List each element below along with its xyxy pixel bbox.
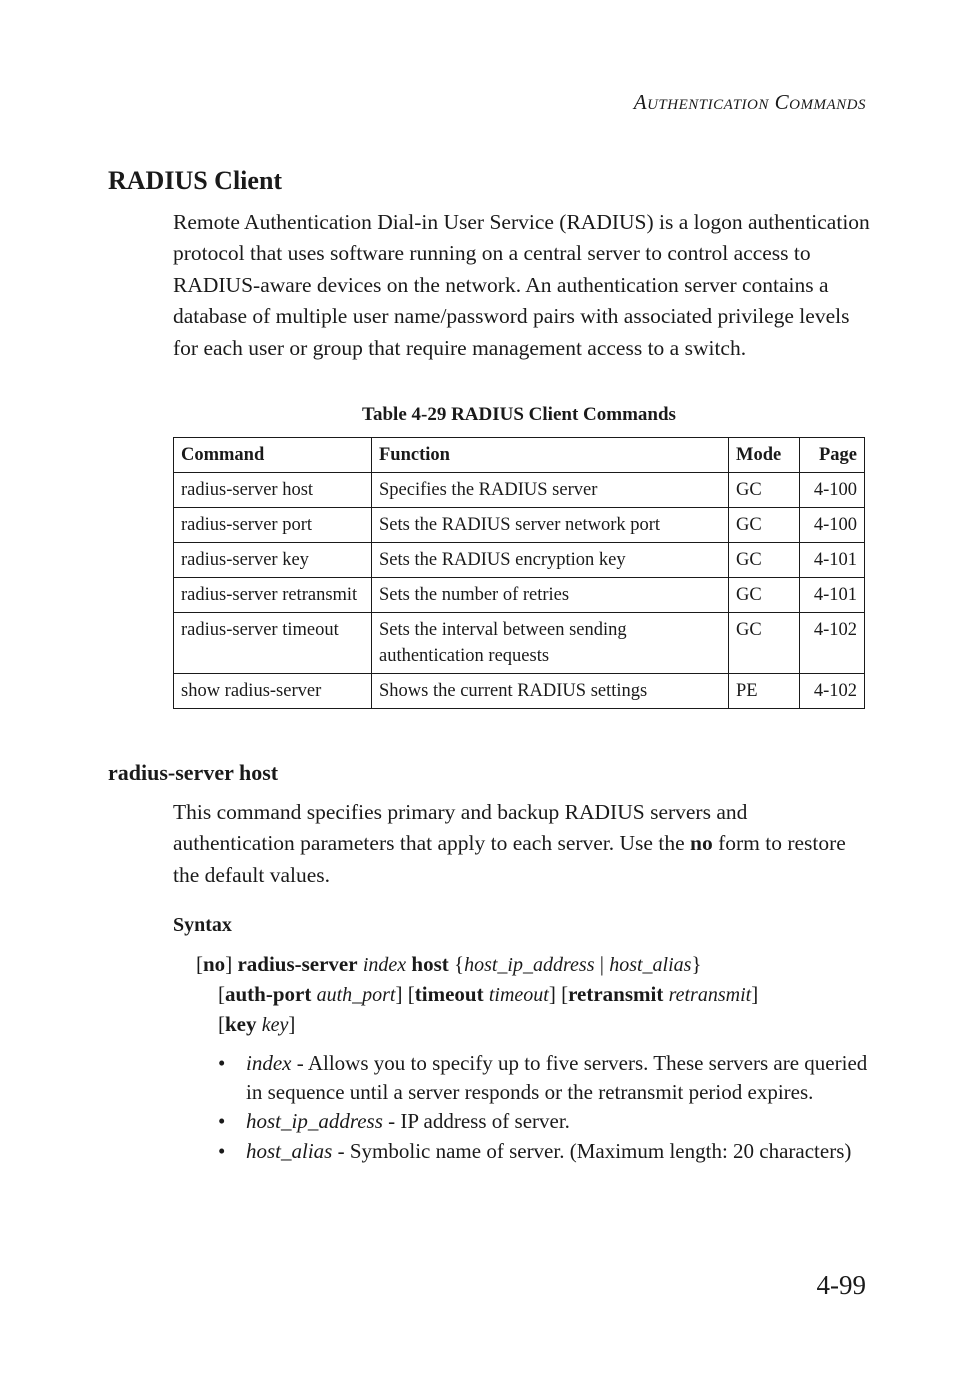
cell-command: radius-server key <box>174 543 372 578</box>
running-header <box>634 90 866 115</box>
cell-mode: PE <box>729 674 800 709</box>
list-item <box>218 1049 868 1106</box>
syntax-line-2: [auth-port auth_port] [timeout timeout] [retransmit retransmit] <box>218 982 759 1006</box>
parameter-list <box>218 1049 868 1166</box>
cell-command: radius-server retransmit <box>174 578 372 613</box>
table-row <box>174 473 865 508</box>
syntax-keyword-auth-port: auth-port <box>225 982 312 1006</box>
syntax-arg-key: key <box>261 1014 289 1036</box>
table-row <box>174 674 865 709</box>
table-header-row <box>174 438 865 473</box>
table-row <box>174 613 865 674</box>
cell-page: 4-100 <box>800 473 865 508</box>
syntax-arg-host-alias: host_alias <box>609 954 692 976</box>
parameter-text: - Allows you to specify up to five servers. These servers are queried in sequence until a server responds or the retransmit period expires. <box>246 1051 868 1104</box>
syntax-arg-timeout: timeout <box>488 984 549 1006</box>
cell-function: Sets the RADIUS encryption key <box>372 543 729 578</box>
section-intro: Remote Authentication Dial-in User Service (RADIUS) is a logon authentication protocol that uses software running on a central server to control access to RADIUS-aware devices on the network. An authentication server contains a database of multiple user name/password pairs with associated privilege levels for each user or group that require management access to a switch. <box>173 210 870 360</box>
syntax-arg-retransmit: retransmit <box>668 984 752 1006</box>
page-number: 4-99 <box>816 1270 866 1300</box>
bullet-symbol: • <box>218 1109 226 1133</box>
parameter-term: host_ip_address <box>246 1109 383 1133</box>
syntax-arg-auth-port: auth_port <box>316 984 396 1006</box>
parameter-term: host_alias <box>246 1138 333 1163</box>
cell-command: show radius-server <box>174 674 372 709</box>
running-header-word-1-rest: UTHENTICATION <box>647 97 769 113</box>
cell-function: Sets the RADIUS server network port <box>372 508 729 543</box>
cell-page: 4-101 <box>800 578 865 613</box>
cell-function: Shows the current RADIUS settings <box>372 674 729 709</box>
description-keyword-no: no <box>690 831 713 856</box>
column-header-command: Command <box>174 438 372 473</box>
description-text-before: This command specifies primary and backup RADIUS servers and authentication parameters that apply to each server. Use the <box>173 800 748 856</box>
syntax-block <box>196 950 866 1040</box>
running-header-word-2-initial: C <box>774 90 790 114</box>
cell-page: 4-102 <box>800 613 865 674</box>
cell-page: 4-100 <box>800 508 865 543</box>
syntax-keyword-retransmit: retransmit <box>568 982 664 1006</box>
cell-page: 4-102 <box>800 674 865 709</box>
cell-function: Sets the interval between sending authentication requests <box>372 613 729 674</box>
syntax-keyword-key: key <box>225 1012 257 1036</box>
parameter-text: - Symbolic name of server. (Maximum length: 20 characters) <box>332 1138 852 1163</box>
cell-function: Specifies the RADIUS server <box>372 473 729 508</box>
table-row <box>174 543 865 578</box>
syntax-keyword-radius-server: radius-server <box>237 952 358 976</box>
running-header-word-2-rest: OMMANDS <box>789 97 866 113</box>
syntax-keyword-host: host <box>411 952 449 976</box>
radius-commands-table <box>173 437 865 709</box>
syntax-keyword-no: no <box>203 952 226 976</box>
column-header-function: Function <box>372 438 729 473</box>
cell-function: Sets the number of retries <box>372 578 729 613</box>
list-item <box>218 1107 868 1136</box>
description-text-after: form to restore the default values. <box>173 831 846 887</box>
subsection-title: radius-server host <box>108 760 279 785</box>
cell-mode: GC <box>729 473 800 508</box>
table-row <box>174 508 865 543</box>
cell-command: radius-server host <box>174 473 372 508</box>
cell-command: radius-server port <box>174 508 372 543</box>
table-caption: Table 4-29 RADIUS Client Commands <box>362 404 676 425</box>
running-header-word-1-initial: A <box>633 90 648 114</box>
subsection-description <box>173 797 873 891</box>
cell-command: radius-server timeout <box>174 613 372 674</box>
cell-mode: GC <box>729 578 800 613</box>
syntax-separator: | <box>594 952 610 976</box>
syntax-arg-host-ip: host_ip_address <box>464 954 595 976</box>
syntax-line-3: [key key] <box>218 1012 296 1036</box>
column-header-page: Page <box>800 438 865 473</box>
syntax-line-1: [no] radius-server index host {host_ip_address | host_alias} <box>196 952 702 976</box>
bullet-symbol: • <box>218 1051 226 1075</box>
parameter-term: index <box>246 1051 292 1075</box>
syntax-arg-index: index <box>362 954 407 976</box>
cell-mode: GC <box>729 508 800 543</box>
cell-mode: GC <box>729 613 800 674</box>
bullet-symbol: • <box>218 1138 226 1163</box>
syntax-keyword-timeout: timeout <box>414 982 484 1006</box>
column-header-mode: Mode <box>729 438 800 473</box>
cell-page: 4-101 <box>800 543 865 578</box>
table-row <box>174 578 865 613</box>
syntax-label: Syntax <box>173 914 232 936</box>
list-item <box>218 1137 868 1166</box>
cell-mode: GC <box>729 543 800 578</box>
section-title: RADIUS Client <box>108 166 283 195</box>
parameter-text: - IP address of server. <box>382 1109 570 1133</box>
